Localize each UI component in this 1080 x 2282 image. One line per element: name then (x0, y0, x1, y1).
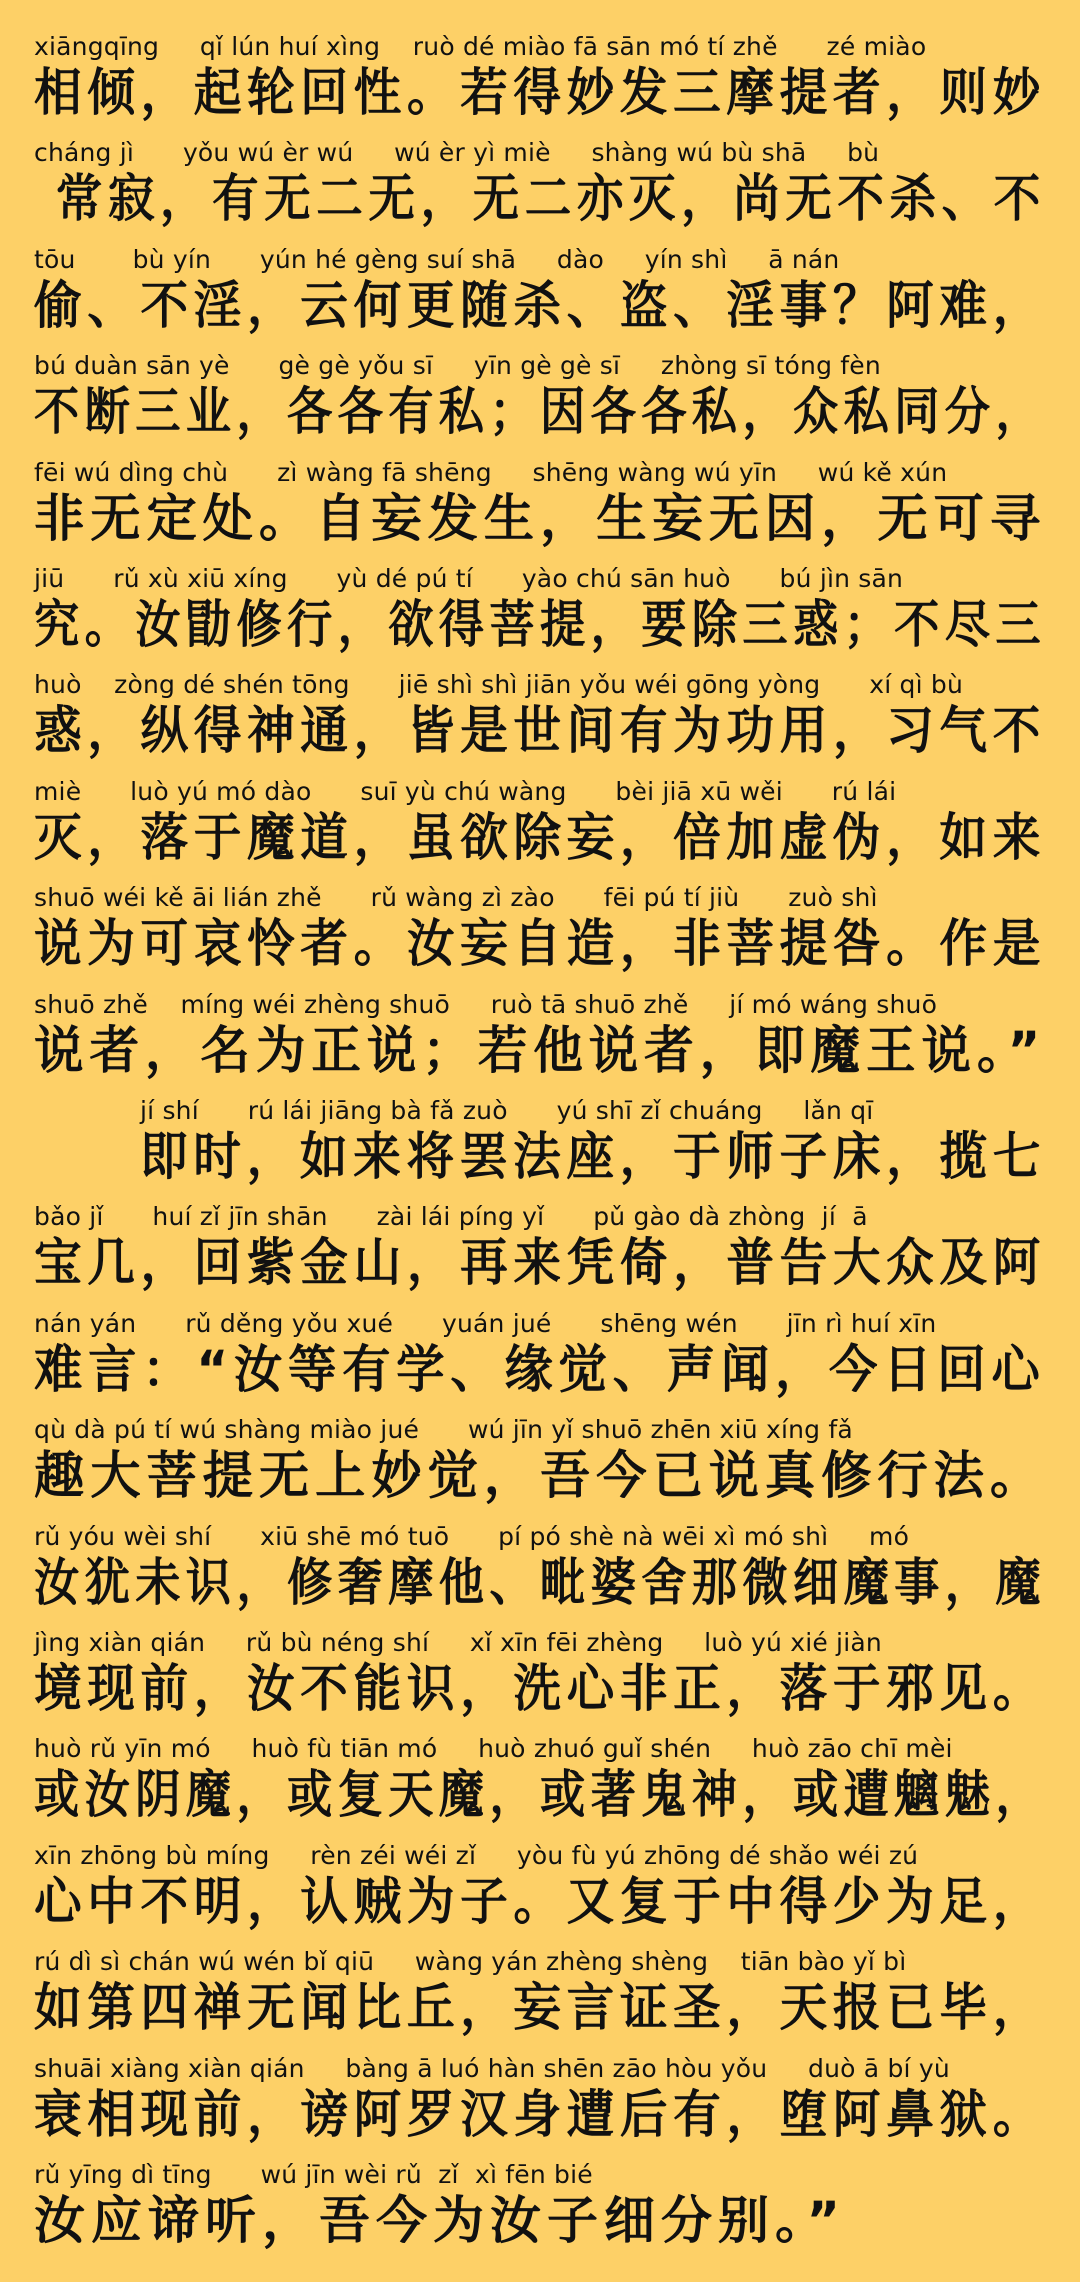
hanzi-text: 或汝阴魔，或复天魔，或著鬼神，或遭魑魅， (34, 1766, 1046, 1826)
hanzi-text: 衰相现前，谤阿罗汉身遭后有，堕阿鼻狱。 (34, 2085, 1046, 2145)
hanzi-text: 偷、不淫，云何更随杀、盗、淫事？阿难， (34, 276, 1046, 336)
hanzi-text: 汝应谛听，吾今为汝子细分别。” (34, 2192, 847, 2251)
pinyin-text: cháng jì yǒu wú èr wú wú èr yì miè shàng wú bù shā bù (34, 138, 880, 168)
pinyin-text: rǔ yóu wèi shí xiū shē mó tuō pí pó shè nà wēi xì mó shì mó (34, 1521, 910, 1551)
hanzi-text: 灭，落于魔道，虽欲除妄，倍加虚伪，如来 (34, 808, 1046, 868)
text-line (34, 1628, 1046, 1734)
text-line (34, 138, 1046, 244)
text-line (34, 670, 1046, 776)
pinyin-text: fēi wú dìng chù zì wàng fā shēng shēng wàng wú yīn wú kě xún (34, 457, 948, 487)
hanzi-text: 宝几，回紫金山，再来凭倚，普告大众及阿 (34, 1234, 1046, 1294)
text-line (34, 1841, 1046, 1947)
hanzi-text: 境现前，汝不能识，洗心非正，落于邪见。 (34, 1660, 1046, 1719)
pinyin-text: xiāngqīng qǐ lún huí xìng ruò dé miào fā sān mó tí zhě zé miào (34, 32, 927, 61)
text-line (34, 1202, 1046, 1308)
text-line (34, 1415, 1046, 1521)
hanzi-text: 汝犹未识，修奢摩他、毗婆舍那微细魔事，魔 (34, 1553, 1046, 1613)
text-line (34, 564, 1046, 670)
pinyin-text: shuō wéi kě āi lián zhě rǔ wàng zì zào fēi pú tí jiù zuò shì (34, 883, 878, 913)
hanzi-text: 不断三业，各各有私；因各各私，众私同分， (34, 383, 1046, 443)
pinyin-text: tōu bù yín yún hé gèng suí shā dào yín shì ā nán (34, 244, 840, 274)
pinyin-text: jìng xiàn qián rǔ bù néng shí xǐ xīn fēi zhèng luò yú xié jiàn (34, 1628, 882, 1657)
hanzi-text: 说者，名为正说；若他说者，即魔王说。” (34, 1021, 1047, 1081)
hanzi-text: 难言：“汝等有学、缘觉、声闻，今日回心 (34, 1340, 1046, 1400)
pinyin-text: miè luò yú mó dào suī yù chú wàng bèi jiā xū wěi rú lái (34, 776, 897, 806)
pinyin-text: rú dì sì chán wú wén bǐ qiū wàng yán zhèng shèng tiān bào yǐ bì (34, 1947, 907, 1977)
pinyin-text: huò rǔ yīn mó huò fù tiān mó huò zhuó guǐ shén huò zāo chī mèi (34, 1734, 953, 1764)
text-line (34, 2160, 1046, 2266)
pinyin-text: shuāi xiàng xiàn qián bàng ā luó hàn shēn zāo hòu yǒu duò ā bí yù (34, 2053, 950, 2083)
text-line (34, 351, 1046, 457)
pinyin-text: qù dà pú tí wú shàng miào jué wú jīn yǐ shuō zhēn xiū xíng fǎ (34, 1415, 853, 1445)
hanzi-text: 究。汝勖修行，欲得菩提，要除三惑；不尽三 (34, 596, 1046, 655)
text-line (140, 1096, 1046, 1202)
pinyin-text: xīn zhōng bù míng rèn zéi wéi zǐ yòu fù yú zhōng dé shǎo wéi zú (34, 1840, 919, 1870)
text-line (34, 1309, 1046, 1415)
hanzi-text: 惑，纵得神通，皆是世间有为功用，习气不 (34, 702, 1046, 762)
pinyin-text: nán yán rǔ děng yǒu xué yuán jué shēng wén jīn rì huí xīn (34, 1308, 937, 1338)
hanzi-text: 非无定处。自妄发生，生妄无因，无可寻 (34, 489, 1047, 549)
hanzi-text: 即时，如来将罢法座，于师子床，揽七 (140, 1128, 1047, 1187)
text-line (34, 883, 1046, 989)
pinyin-text: bú duàn sān yè gè gè yǒu sī yīn gè gè sī zhòng sī tóng fèn (34, 351, 881, 381)
hanzi-text: 常寂，有无二无，无二亦灭，尚无不杀、不 (34, 170, 1046, 230)
hanzi-text: 说为可哀怜者。汝妄自造，非菩提咎。作是 (34, 915, 1046, 975)
pinyin-text: jí shí rú lái jiāng bà fǎ zuò yú shī zǐ chuáng lǎn qī (140, 1096, 874, 1125)
hanzi-text: 如第四禅无闻比丘，妄言证圣，天报已毕， (34, 1979, 1046, 2039)
text-line (34, 458, 1046, 564)
pinyin-text: huò zòng dé shén tōng jiē shì shì jiān yǒu wéi gōng yòng xí qì bù (34, 670, 964, 700)
pinyin-text: bǎo jǐ huí zǐ jīn shān zài lái píng yǐ pǔ gào dà zhòng jí ā (34, 1202, 868, 1232)
text-line (34, 2054, 1046, 2160)
text-line (34, 1734, 1046, 1840)
text-line (34, 777, 1046, 883)
hanzi-text: 心中不明，认贼为子。又复于中得少为足， (34, 1872, 1046, 1932)
pinyin-text: shuō zhě míng wéi zhèng shuō ruò tā shuō zhě jí mó wáng shuō (34, 989, 938, 1019)
text-line (34, 1947, 1046, 2053)
pinyin-text: rǔ yīng dì tīng wú jīn wèi rǔ zǐ xì fēn bié (34, 2160, 593, 2189)
text-line (34, 1522, 1046, 1628)
text-line (34, 245, 1046, 351)
text-line (34, 990, 1046, 1096)
hanzi-text: 趣大菩提无上妙觉，吾今已说真修行法。 (34, 1447, 1047, 1507)
text-line (34, 32, 1046, 138)
pinyin-text: jiū rǔ xù xiū xíng yù dé pú tí yào chú sān huò bú jìn sān (34, 564, 904, 593)
hanzi-text: 相倾，起轮回性。若得妙发三摩提者，则妙 (34, 64, 1046, 123)
